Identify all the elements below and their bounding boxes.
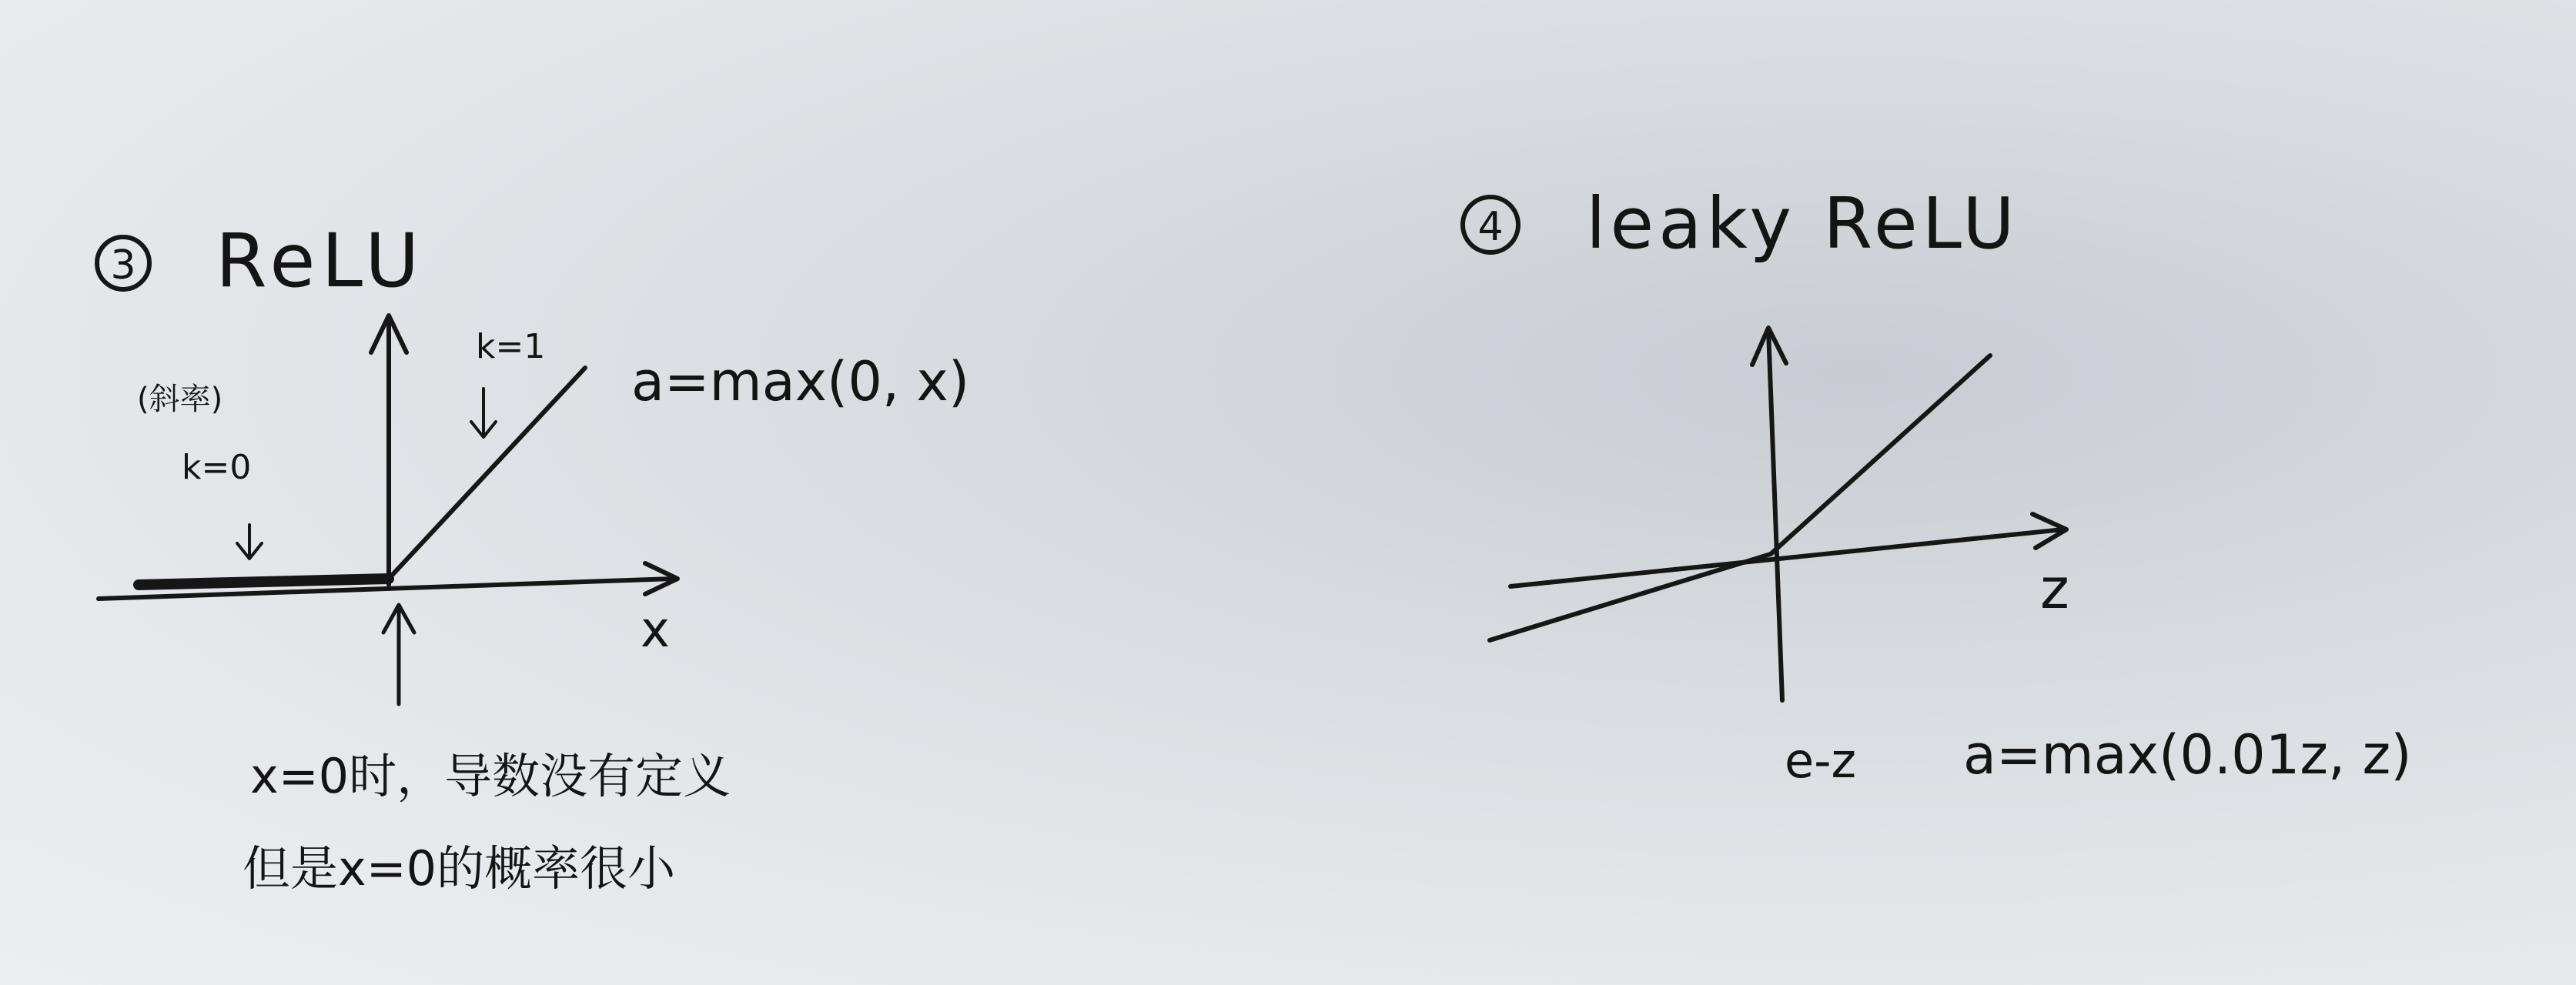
relu-formula: a=max(0, x): [631, 350, 970, 413]
relu-note-line1: x=0时，导数没有定义: [250, 748, 731, 804]
relu-slope-note: (斜率): [137, 382, 223, 417]
relu-section: [97, 218, 969, 897]
leaky-relu-left-segment: [1490, 554, 1771, 640]
leaky-relu-right-segment: [1771, 356, 1990, 554]
leaky-relu-section: [1463, 182, 2412, 789]
relu-title: ReLU: [216, 218, 426, 304]
relu-left-segment: [139, 579, 389, 585]
relu-x-label: x: [641, 602, 670, 659]
leaky-relu-y-axis: [1768, 329, 1782, 700]
relu-right-segment: [389, 368, 585, 579]
relu-slope-left-label: k=0: [182, 448, 252, 487]
relu-number: 3: [110, 242, 136, 289]
leaky-relu-formula: a=max(0.01z, z): [1963, 723, 2412, 786]
leaky-relu-z-label: z: [2040, 556, 2069, 621]
leaky-relu-number: 4: [1477, 204, 1504, 250]
relu-note-line2: 但是x=0的概率很小: [243, 840, 676, 897]
leaky-relu-title: leaky ReLU: [1586, 182, 2019, 265]
relu-slope-right-label: k=1: [476, 327, 546, 366]
leaky-relu-prefix: e-z: [1785, 733, 1857, 789]
